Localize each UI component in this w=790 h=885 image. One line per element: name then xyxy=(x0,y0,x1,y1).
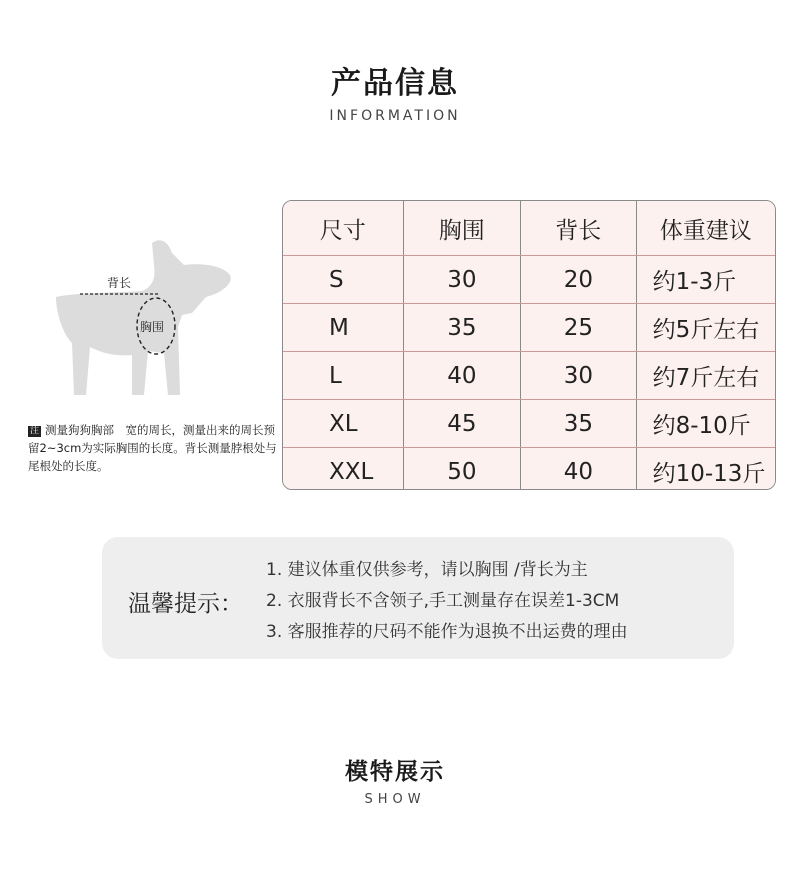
cell-weight: 约7斤左右 xyxy=(636,352,775,399)
header-weight: 体重建议 xyxy=(636,201,775,255)
cell-back: 35 xyxy=(520,400,635,447)
cell-size: XXL xyxy=(329,458,374,485)
tip-item: 1. 建议体重仅供参考，请以胸围 /背长为主 xyxy=(266,560,588,580)
dog-silhouette xyxy=(56,240,231,395)
cell-chest: 50 xyxy=(403,448,520,490)
section-title-show: 模特展示 xyxy=(345,759,445,785)
cell-size: XL xyxy=(329,410,358,437)
cell-size: S xyxy=(329,266,344,293)
tip-item: 3. 客服推荐的尺码不能作为退换不出运费的理由 xyxy=(266,622,628,642)
note-text: 测量狗狗胸部 宽的周长，测量出来的周长预留2~3cm为实际胸围的长度。背长测量脖根处与尾根处的长度。 xyxy=(28,423,277,473)
cell-chest: 35 xyxy=(403,304,520,351)
table-row xyxy=(283,303,775,351)
table-row xyxy=(283,399,775,447)
section-title-information: 产品信息 xyxy=(331,66,459,101)
size-table xyxy=(282,200,776,490)
header-back: 背长 xyxy=(520,201,636,255)
cell-size: L xyxy=(329,362,342,389)
table-row xyxy=(283,351,775,399)
header-chest: 胸围 xyxy=(403,201,521,255)
table-header-row xyxy=(283,201,775,255)
cell-size: M xyxy=(329,314,349,341)
cell-back: 30 xyxy=(520,352,635,399)
section-subtitle-show: SHOW xyxy=(364,792,426,807)
cell-back: 40 xyxy=(520,448,635,490)
cell-weight: 约1-3斤 xyxy=(636,256,775,303)
chest-girth-label: 胸围 xyxy=(140,320,165,334)
back-length-label: 背长 xyxy=(107,276,132,290)
cell-back: 25 xyxy=(520,304,635,351)
header-size: 尺寸 xyxy=(319,217,366,244)
cell-weight: 约10-13斤 xyxy=(636,448,775,490)
measurement-note xyxy=(28,421,278,475)
cell-chest: 30 xyxy=(403,256,520,303)
tip-item: 2. 衣服背长不含领子,手工测量存在误差1-3CM xyxy=(266,591,620,611)
tips-label: 温馨提示： xyxy=(128,591,243,617)
tips-list xyxy=(266,555,628,648)
note-badge: 注 xyxy=(30,426,40,436)
cell-weight: 约5斤左右 xyxy=(636,304,775,351)
cell-chest: 40 xyxy=(403,352,520,399)
section-subtitle-information: INFORMATION xyxy=(329,108,461,124)
dog-measurement-diagram xyxy=(52,235,242,400)
table-row xyxy=(283,255,775,303)
cell-chest: 45 xyxy=(403,400,520,447)
tips-box xyxy=(102,537,734,659)
cell-back: 20 xyxy=(520,256,635,303)
cell-weight: 约8-10斤 xyxy=(636,400,775,447)
table-row xyxy=(283,447,775,490)
